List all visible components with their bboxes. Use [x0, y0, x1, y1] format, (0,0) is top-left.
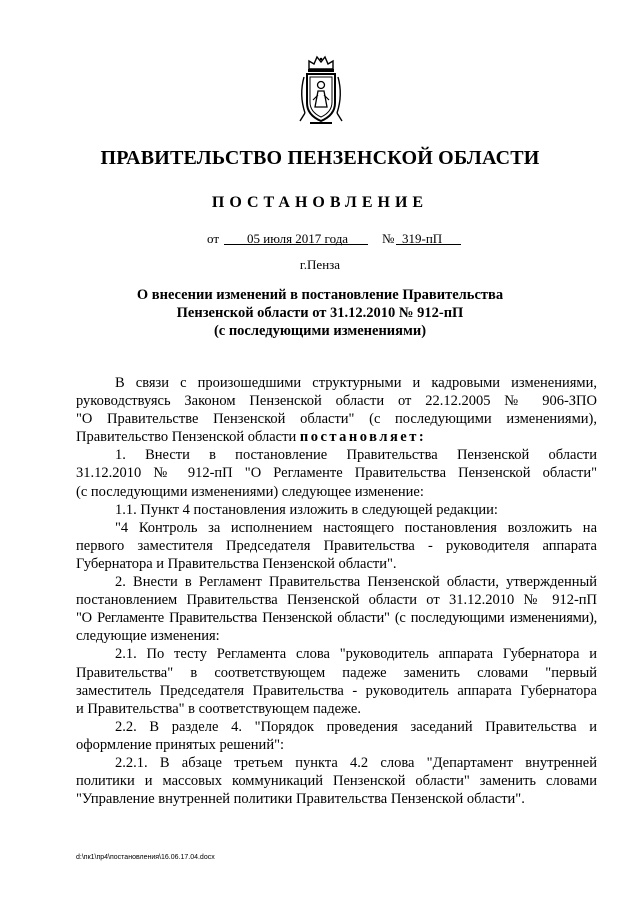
subject-line: Пензенской области от 31.12.2010 № 912-пП	[176, 305, 464, 321]
body-line: заместитель Председателя Правительства - руководитель аппарата Губернатора	[76, 682, 597, 699]
body-line: "Управление внутренней политики Правительства Пензенской области".	[76, 791, 525, 808]
body-line: "4 Контроль за исполнением настоящего постановления возложить на	[115, 519, 597, 536]
body-line: Губернатора и Правительства Пензенской области".	[76, 555, 397, 572]
document-number: 319-пП	[402, 231, 443, 246]
document-subject	[100, 286, 540, 340]
body-line	[76, 428, 597, 446]
body-line: оформление принятых решений":	[76, 736, 285, 753]
body-line: 31.12.2010 № 912-пП "О Регламенте Правительства Пензенской области"	[76, 465, 597, 482]
document-type: ПОСТАНОВЛЕНИЕ	[211, 194, 429, 211]
document-body	[76, 374, 597, 808]
body-line: (с последующими изменениями) следующее изменение:	[76, 483, 424, 500]
body-line: руководствуясь Законом Пензенской области от 22.12.2005 № 906-ЗПО	[76, 393, 597, 410]
body-line: 1. Внести в постановление Правительства Пензенской области	[115, 447, 597, 464]
date-number-line	[0, 230, 640, 248]
file-path-footer: d:\пк1\пр4\постановления\16.06.17.04.docx	[76, 854, 215, 861]
document-date: 05 июля 2017 года	[247, 231, 349, 246]
body-line: политики и массовых коммуникаций Пензенской области" заменить словами	[76, 773, 597, 790]
body-line: "О Регламенте Правительства Пензенской области" (с последующими изменениями),	[76, 610, 597, 627]
resolution-verb: постановляет:	[299, 429, 427, 446]
body-line: 2. Внести в Регламент Правительства Пензенской области, утвержденный	[115, 574, 597, 591]
body-line: и Правительства" в соответствующем падеже.	[76, 700, 361, 717]
body-line: постановлением Правительства Пензенской области от 31.12.2010 № 912-пП	[76, 592, 597, 609]
body-line: В связи с произошедшими структурными и кадровыми изменениями,	[115, 375, 597, 391]
body-line: первого заместителя Председателя Правительства - руководителя аппарата	[76, 537, 597, 554]
body-line: 2.2. В разделе 4. "Порядок проведения заседаний Правительства и	[115, 718, 597, 735]
body-line: следующие изменения:	[76, 628, 220, 645]
subject-line: (с последующими изменениями)	[213, 323, 427, 339]
body-line: "О Правительстве Пензенской области" (с последующими изменениями),	[76, 411, 597, 428]
body-line: 1.1. Пункт 4 постановления изложить в следующей редакции:	[115, 501, 498, 518]
date-prefix: от	[207, 231, 220, 246]
subject-line: О внесении изменений в постановление Правительства	[136, 287, 504, 303]
organization-title: ПРАВИТЕЛЬСТВО ПЕНЗЕНСКОЙ ОБЛАСТИ	[100, 147, 540, 169]
body-text: Правительство Пензенской области	[76, 429, 297, 446]
coat-of-arms-icon	[296, 55, 346, 127]
body-line: Правительства" в соответствующем падеже заменить словами "первый	[76, 664, 597, 681]
body-line: 2.1. По тесту Регламента слова "руководитель аппарата Губернатора и	[115, 646, 597, 663]
body-line: 2.2.1. В абзаце третьем пункта 4.2 слова "Департамент внутренней	[115, 754, 597, 771]
city: г.Пенза	[299, 257, 341, 272]
number-prefix: №	[382, 231, 395, 246]
